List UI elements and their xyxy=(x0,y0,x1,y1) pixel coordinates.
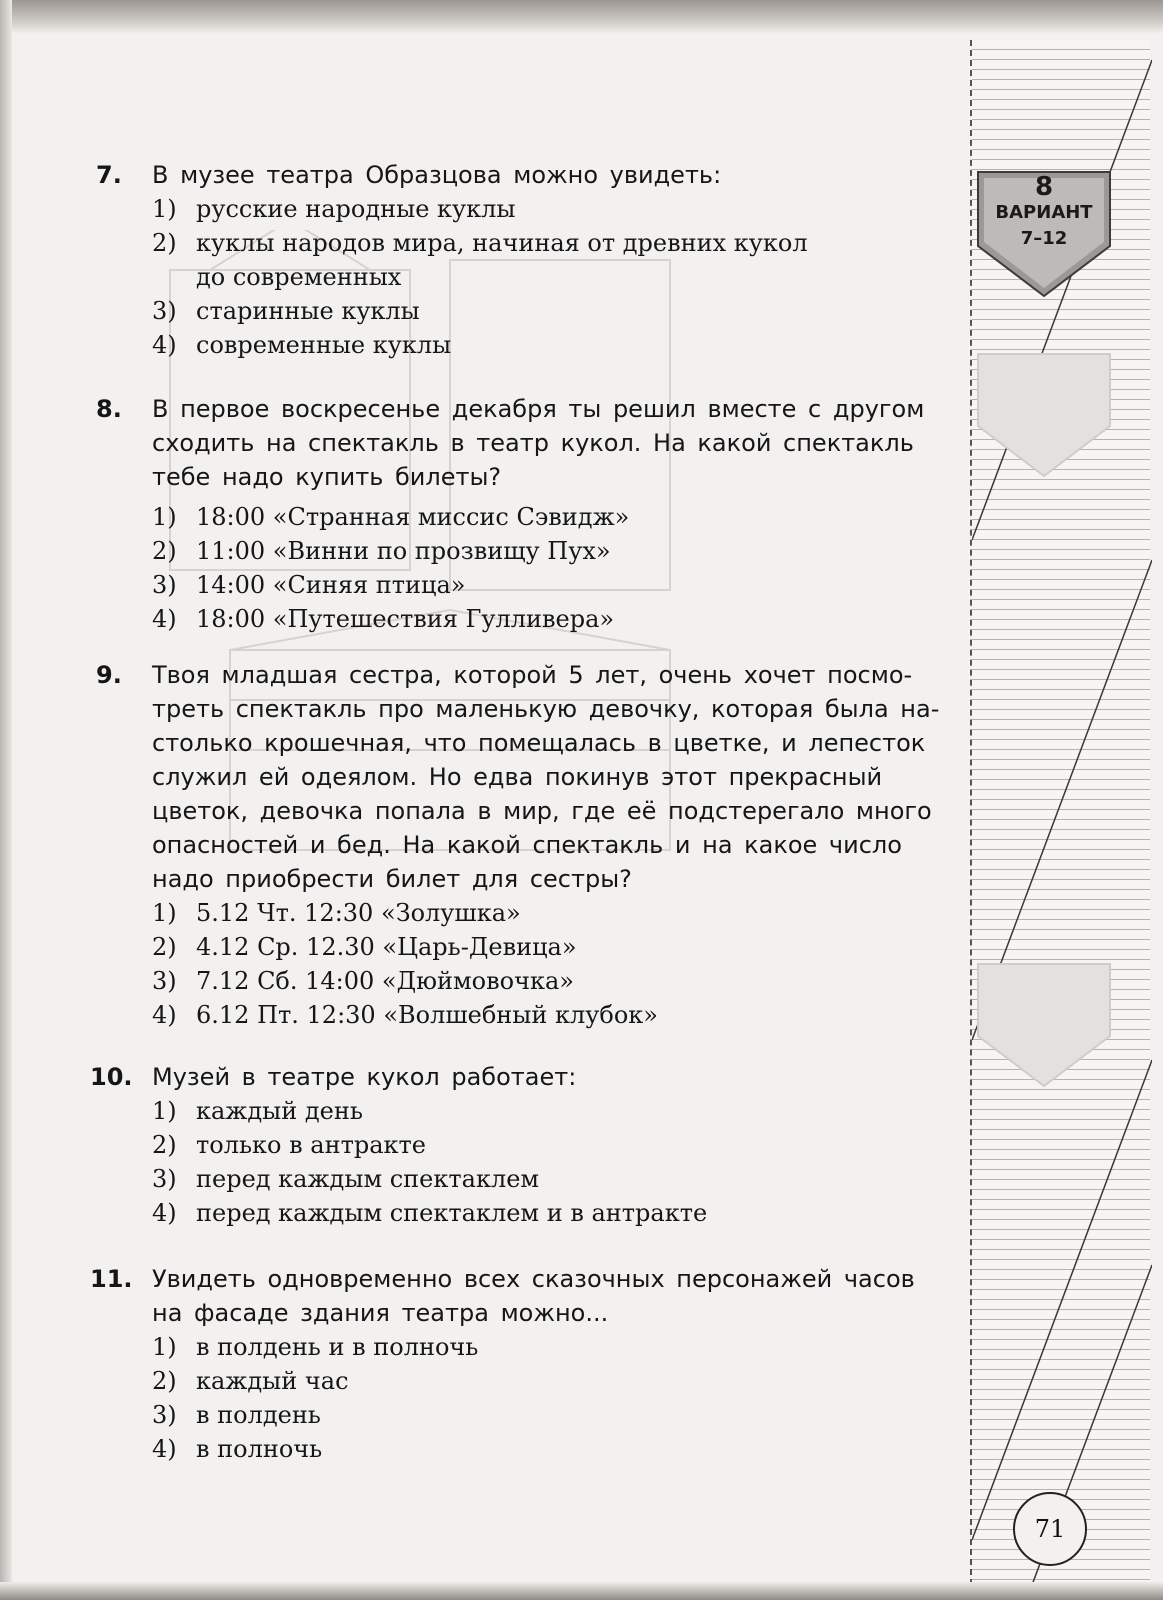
option-number: 2) xyxy=(152,537,177,565)
question-stem xyxy=(152,1060,966,1094)
option-number: 1) xyxy=(152,1333,177,1361)
option-number: 1) xyxy=(152,503,177,531)
stem-line: опасностей и бед. На какой спектакль и на какое число xyxy=(152,831,902,859)
answer-option xyxy=(152,1128,966,1162)
option-number: 4) xyxy=(152,1001,177,1029)
question-10 xyxy=(90,1060,966,1230)
answer-option xyxy=(152,328,966,362)
option-number: 2) xyxy=(152,933,177,961)
stem-line: В первое воскресенье декабря ты решил вместе с другом xyxy=(152,395,925,423)
variant-range: 7–12 xyxy=(1020,228,1068,249)
option-number: 2) xyxy=(152,229,177,257)
option-text: 14:00 «Синяя птица» xyxy=(196,571,466,599)
question-stem xyxy=(152,392,966,494)
option-text: до современных xyxy=(196,263,402,291)
stem-line: служил ей одеялом. Но едва покинув этот прекрасный xyxy=(152,763,883,791)
option-text: 18:00 «Путешествия Гулливера» xyxy=(196,605,615,633)
option-text: 5.12 Чт. 12:30 «Золушка» xyxy=(196,899,521,927)
option-number: 4) xyxy=(152,1435,177,1463)
variant-label: ВАРИАНТ xyxy=(995,202,1093,223)
stem-line: цветок, девочка попала в мир, где её подстерегало много xyxy=(152,797,932,825)
option-text: 4.12 Ср. 12.30 «Царь-Девица» xyxy=(196,933,577,961)
option-number: 3) xyxy=(152,297,177,325)
question-number: 11. xyxy=(90,1265,133,1293)
question-9 xyxy=(96,658,966,1032)
question-stem xyxy=(152,658,966,896)
answer-option xyxy=(152,1196,966,1230)
option-text: 11:00 «Винни по прозвищу Пух» xyxy=(196,537,611,565)
answer-option xyxy=(152,1432,966,1466)
question-8 xyxy=(96,392,966,636)
answer-option xyxy=(152,1162,966,1196)
option-text: куклы народов мира, начиная от древних кукол xyxy=(196,229,808,257)
question-number: 9. xyxy=(96,661,122,689)
option-number: 1) xyxy=(152,195,177,223)
stem-line: Твоя младшая сестра, которой 5 лет, очень хочет посмо- xyxy=(152,661,913,689)
answer-option-continuation xyxy=(152,260,966,294)
option-number: 4) xyxy=(152,331,177,359)
question-7 xyxy=(96,158,966,362)
stem-line: Увидеть одновременно всех сказочных персонажей часов xyxy=(152,1265,915,1293)
option-text: русские народные куклы xyxy=(196,195,516,223)
stem-line: на фасаде здания театра можно... xyxy=(152,1299,609,1327)
answer-option xyxy=(152,294,966,328)
option-number: 4) xyxy=(152,1199,177,1227)
option-text: в полночь xyxy=(196,1435,323,1463)
question-11 xyxy=(90,1262,966,1466)
question-stem xyxy=(152,1262,966,1330)
page-number: 71 xyxy=(1013,1492,1087,1566)
answer-option xyxy=(152,534,966,568)
option-text: перед каждым спектаклем xyxy=(196,1165,540,1193)
stem-line: Музей в театре кукол работает: xyxy=(152,1063,577,1091)
answer-option xyxy=(152,998,966,1032)
answer-option xyxy=(152,226,966,260)
answer-option xyxy=(152,568,966,602)
option-text: в полдень xyxy=(196,1401,321,1429)
stem-line: столько крошечная, что помещалась в цветке, и лепесток xyxy=(152,729,926,757)
stem-line: надо приобрести билет для сестры? xyxy=(152,865,632,893)
question-number: 10. xyxy=(90,1063,133,1091)
answer-option xyxy=(152,1094,966,1128)
answer-option xyxy=(152,930,966,964)
answer-option xyxy=(152,500,966,534)
option-number: 3) xyxy=(152,967,177,995)
option-number: 4) xyxy=(152,605,177,633)
option-number: 1) xyxy=(152,899,177,927)
answer-option xyxy=(152,1364,966,1398)
option-text: 7.12 Сб. 14:00 «Дюймовочка» xyxy=(196,967,574,995)
option-number: 2) xyxy=(152,1367,177,1395)
option-text: старинные куклы xyxy=(196,297,420,325)
option-text: каждый день xyxy=(196,1097,363,1125)
answer-option xyxy=(152,192,966,226)
option-text: в полдень и в полночь xyxy=(196,1333,479,1361)
stem-line: В музее театра Образцова можно увидеть: xyxy=(152,161,722,189)
option-number: 2) xyxy=(152,1131,177,1159)
option-number: 3) xyxy=(152,571,177,599)
question-number: 7. xyxy=(96,161,122,189)
option-text: современные куклы xyxy=(196,331,452,359)
option-text: каждый час xyxy=(196,1367,349,1395)
option-number: 3) xyxy=(152,1401,177,1429)
answer-option xyxy=(152,1330,966,1364)
answer-option xyxy=(152,964,966,998)
stem-line: треть спектакль про маленькую девочку, которая была на- xyxy=(152,695,940,723)
answer-option xyxy=(152,896,966,930)
option-text: 18:00 «Странная миссис Сэвидж» xyxy=(196,503,630,531)
answer-option xyxy=(152,1398,966,1432)
option-text: только в антракте xyxy=(196,1131,426,1159)
answer-option xyxy=(152,602,966,636)
variant-number: 8 xyxy=(1034,172,1054,202)
stem-line: тебе надо купить билеты? xyxy=(152,463,502,491)
option-number: 3) xyxy=(152,1165,177,1193)
question-number: 8. xyxy=(96,395,122,423)
option-text: перед каждым спектаклем и в антракте xyxy=(196,1199,708,1227)
option-number: 1) xyxy=(152,1097,177,1125)
stem-line: сходить на спектакль в театр кукол. На какой спектакль xyxy=(152,429,914,457)
option-text: 6.12 Пт. 12:30 «Волшебный клубок» xyxy=(196,1001,658,1029)
question-stem xyxy=(152,158,966,192)
